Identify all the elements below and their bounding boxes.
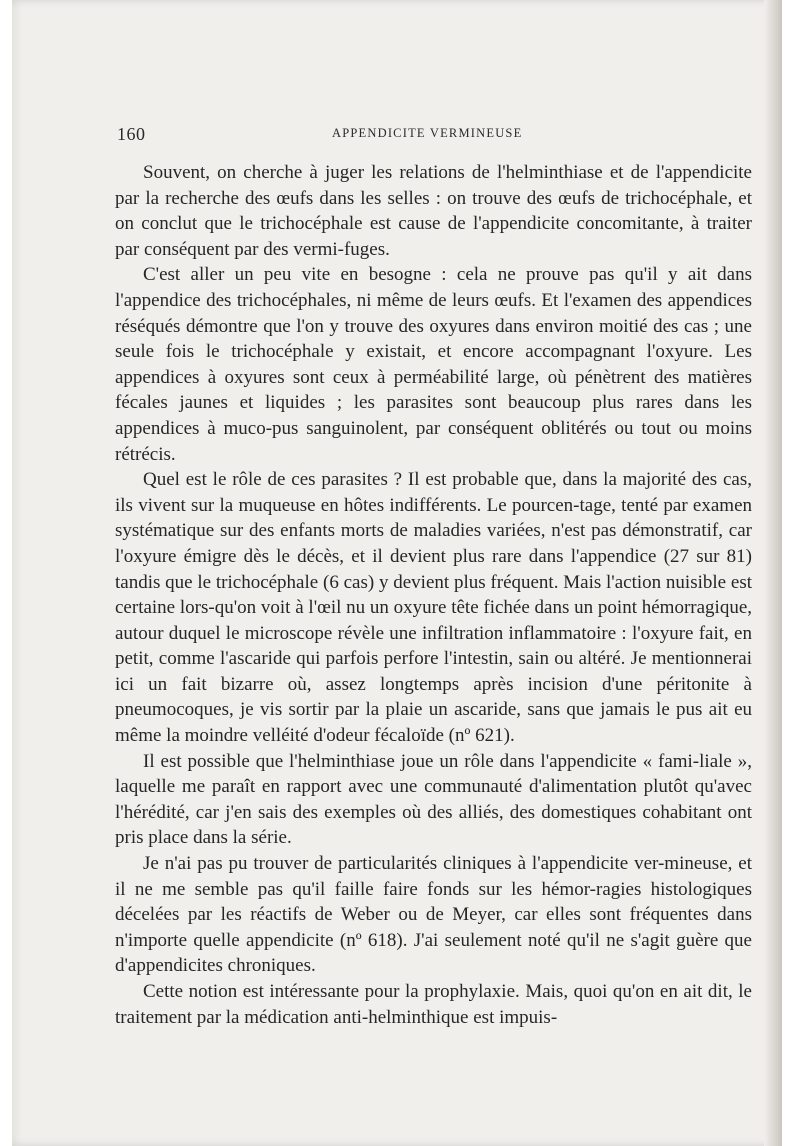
paragraph: Cette notion est intéressante pour la prophylaxie. Mais, quoi qu'on en ait dit, le traitement par la médication anti-helminthique est impuis- bbox=[115, 981, 752, 1028]
running-head: APPENDICITE VERMINEUSE bbox=[332, 126, 523, 140]
page-header bbox=[117, 124, 757, 146]
paragraph: Il est possible que l'helminthiase joue un rôle dans l'appendicite « fami-liale », laquelle me paraît en rapport avec une communauté d'alimentation plutôt qu'avec l'hérédité, car j'en sais des exemples où des alliés, des domestiques cohabitant ont pris place dans la série. bbox=[115, 750, 752, 849]
body-text bbox=[115, 160, 752, 1030]
paragraph: Je n'ai pas pu trouver de particularités cliniques à l'appendicite ver-mineuse, et il ne me semble pas qu'il faille faire fonds sur les hémor-ragies histologiques décelées par les réactifs de Weber ou de Meyer, car elles sont fréquentes dans n'importe quelle appendicite (nº 618). J'ai seulement noté qu'il ne s'agit guère que d'appendicites chroniques. bbox=[115, 853, 752, 977]
page-edge-shadow bbox=[764, 0, 782, 1146]
page-number: 160 bbox=[117, 124, 146, 144]
paragraph: Quel est le rôle de ces parasites ? Il est probable que, dans la majorité des cas, ils vivent sur la muqueuse en hôtes indifférents. Le pourcen-tage, tenté par examen systématique sur des enfants morts de maladies variées, n'est pas démonstratif, car l'oxyure émigre dès le décès, et il devient plus rare dans l'appendice (27 sur 81) tandis que le trichocéphale (6 cas) y devient plus fréquent. Mais l'action nuisible est certaine lors-qu'on voit à l'œil nu un oxyure tête fichée dans un point hémorragique, autour duquel le microscope révèle une infiltration inflammatoire : l'oxyure fait, en petit, comme l'ascaride qui parfois perfore l'intestin, sain ou altéré. Je mentionnerai ici un fait bizarre où, assez longtemps après incision d'une péritonite à pneumocoques, je vis sortir par la plaie un ascaride, sans que jamais le pus ait eu même la moindre velléité d'odeur fécaloïde (nº 621). bbox=[115, 469, 752, 747]
paragraph: C'est aller un peu vite en besogne : cela ne prouve pas qu'il y ait dans l'appendice des trichocéphales, ni même de leurs œufs. Et l'examen des appendices réséqués démontre que l'on y trouve des oxyures dans environ moitié des cas ; une seule fois le trichocéphale y existait, et encore accompagnant l'oxyure. Les appendices à oxyures sont ceux à perméabilité large, où pénètrent des matières fécales jaunes et liquides ; les parasites sont beaucoup plus rares dans les appendices à muco-pus sanguinolent, par conséquent oblitérés ou tout ou moins rétrécis. bbox=[115, 264, 752, 465]
paragraph: Souvent, on cherche à juger les relations de l'helminthiase et de l'appendicite par la recherche des œufs dans les selles : on trouve des œufs de trichocéphale, et on conclut que le trichocéphale est cause de l'appendicite concomitante, à traiter par conséquent par des vermi-fuges. bbox=[115, 162, 752, 260]
